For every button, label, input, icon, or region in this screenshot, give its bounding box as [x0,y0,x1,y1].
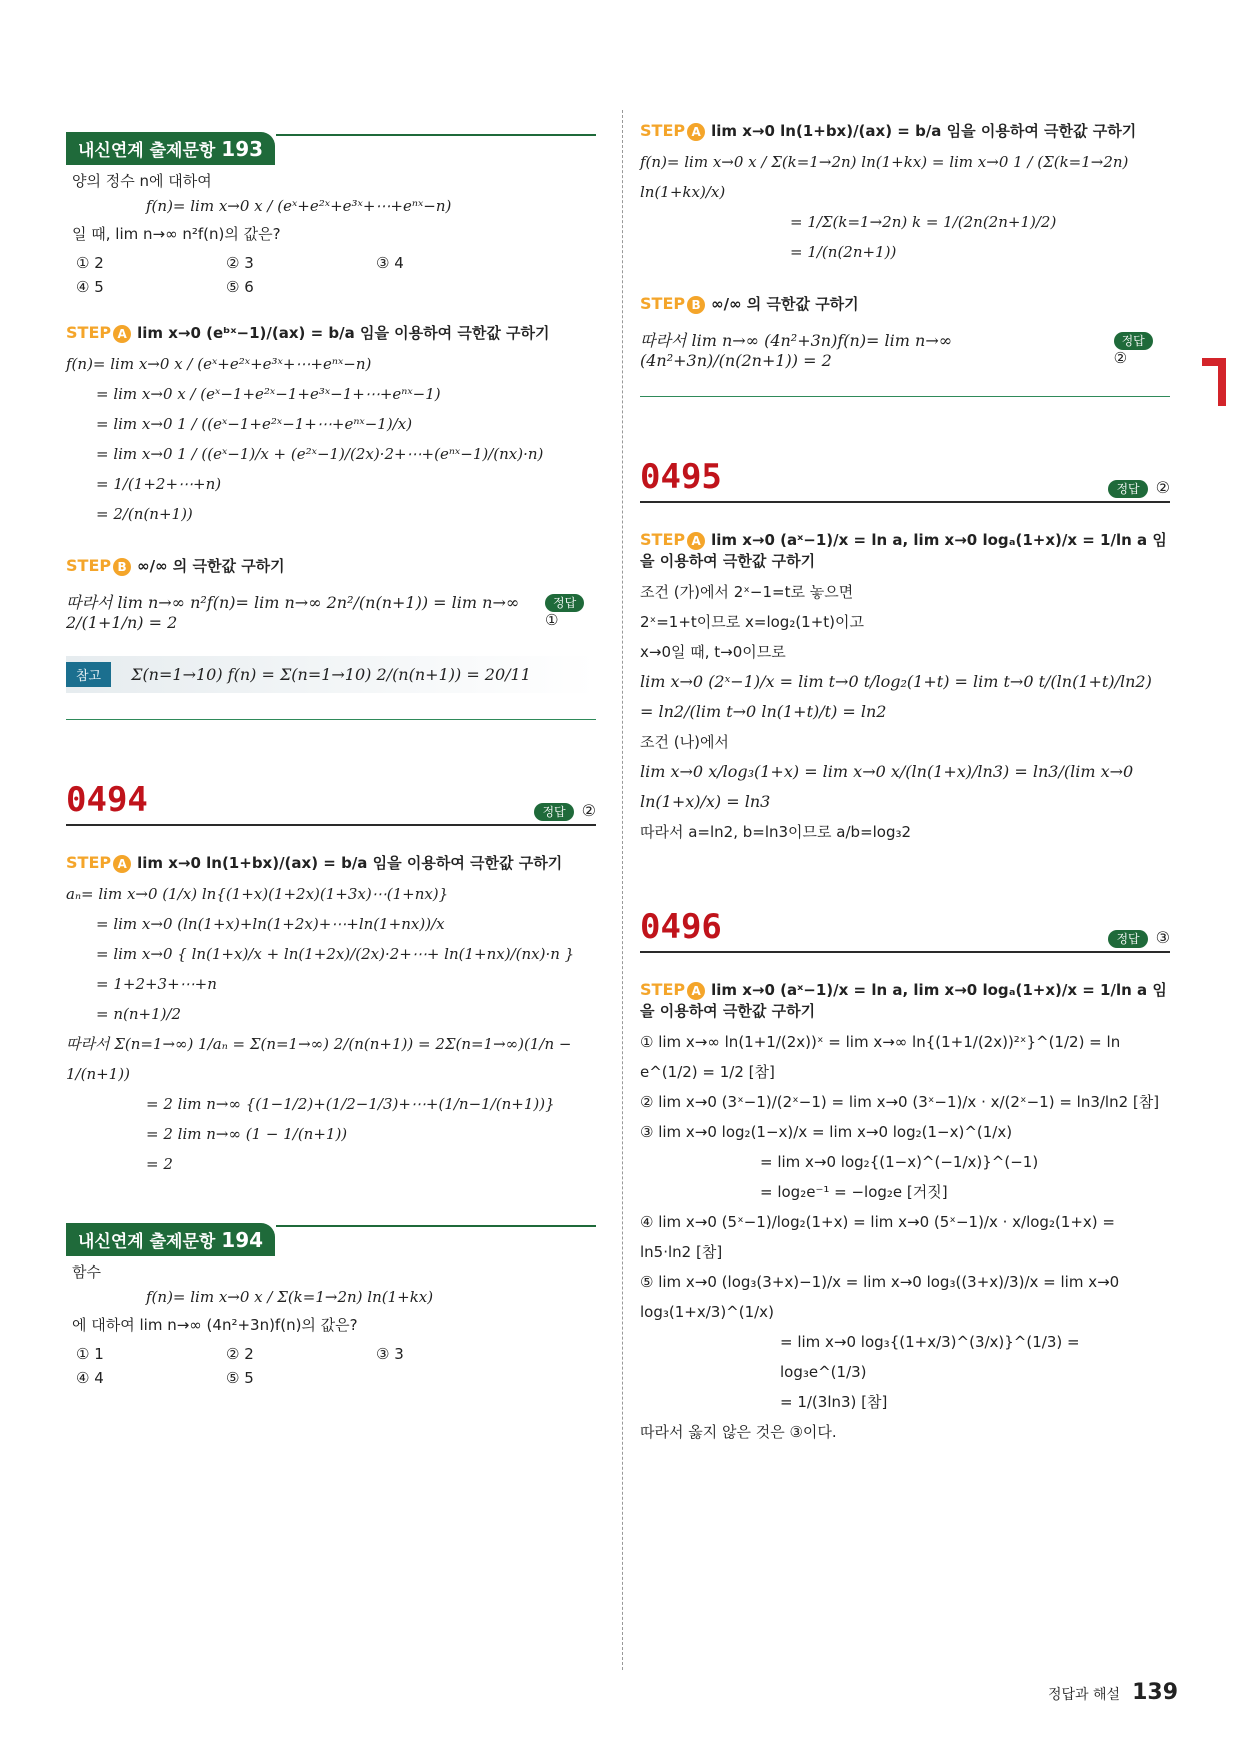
problem-number: 193 [221,137,264,161]
work-line: = n(n+1)/2 [96,1005,182,1023]
choice-1[interactable]: ① 2 [76,254,104,272]
answer-box [545,593,596,629]
choice-3[interactable]: ③ 4 [376,254,404,272]
work-line: = log₂e⁻¹ = −log₂e [거짓] [760,1183,948,1201]
work-line: = 2 lim n→∞ {(1−1/2)+(1/2−1/3)+⋯+(1/n−1/(n+1))} [146,1095,555,1113]
step-a-badge: A [687,123,705,141]
problem-0496-header [640,907,1170,953]
left-column [66,110,596,1387]
step-label: STEP [640,980,686,999]
work-line: ③ lim x→0 log₂(1−x)/x = lim x→0 log₂(1−x)^(1/x) [640,1123,1013,1141]
step-a-text: lim x→0 ln(1+bx)/(ax) = b/a 임을 이용하여 극한값 구하기 [137,854,563,872]
step-label: STEP [66,323,112,342]
step-a-text: lim x→0 (aˣ−1)/x = ln a, lim x→0 logₐ(1+x)/x = 1/ln a 임을 이용하여 극한값 구하기 [640,981,1167,1020]
work-line: 따라서 Σ(n=1→∞) 1/aₙ = Σ(n=1→∞) 2/(n(n+1)) = 2Σ(n=1→∞)(1/n − 1/(n+1)) [66,1035,572,1083]
work-line: ② lim x→0 (3ˣ−1)/(2ˣ−1) = lim x→0 (3ˣ−1)/x · x/(2ˣ−1) = ln3/ln2 [참] [640,1093,1160,1111]
work-line: 2ˣ=1+t이므로 x=log₂(1+t)이고 [640,613,865,631]
work-line: aₙ= lim x→0 (1/x) ln{(1+x)(1+2x)(1+3x)⋯(1+nx)} [66,885,449,903]
problem-number: 0494 [66,780,148,820]
choice-3[interactable]: ③ 3 [376,1345,404,1363]
work-line: 따라서 옳지 않은 것은 ③이다. [640,1423,837,1441]
work-line: = 1/(3ln3) [참] [780,1393,888,1411]
solution-0496-work [640,1027,1170,1447]
answer-pill: 정답 [1114,332,1153,350]
header-rule [276,134,596,136]
section-separator [66,719,596,720]
step-a-0496 [640,979,1170,1021]
problem-194-header [66,1219,596,1253]
answer-box [1108,928,1170,947]
work-line: = 1/(1+2+⋯+n) [96,475,222,493]
problem-194-choices [76,1345,596,1387]
step-a-badge: A [113,855,131,873]
reference-note [66,656,596,693]
step-label: STEP [640,294,686,313]
answer-box [1114,331,1170,367]
work-line: 조건 (나)에서 [640,733,729,751]
step-b-badge: B [687,296,705,314]
work-line: lim x→0 x/log₃(1+x) = lim x→0 x/(ln(1+x)/ln3) = ln3/(lim x→0 ln(1+x)/x) = ln3 [640,762,1134,811]
choice-4[interactable]: ④ 4 [76,1369,104,1387]
problem-193-header [66,128,596,162]
work-line: = lim x→0 log₂{(1−x)^(−1/x)}^(−1) [760,1153,1039,1171]
work-line: lim x→0 (2ˣ−1)/x = lim t→0 t/log₂(1+t) = lim t→0 t/(ln(1+t)/ln2) = ln2/(lim t→0 ln(1+t)/t) = ln2 [640,672,1152,721]
answer-box [534,801,596,820]
work-line: = lim x→0 1 / ((eˣ−1+e²ˣ−1+⋯+eⁿˣ−1)/x) [96,415,413,433]
work-line: = lim x→0 1 / ((eˣ−1)/x + (e²ˣ−1)/(2x)·2+⋯+(eⁿˣ−1)/(nx)·n) [96,445,544,463]
step-a-text: lim x→0 ln(1+bx)/(ax) = b/a 임을 이용하여 극한값 구하기 [711,122,1137,140]
header-rule [276,1225,596,1227]
answer-pill: 정답 [1108,480,1147,498]
final-line: 따라서 lim n→∞ n²f(n)= lim n→∞ 2n²/(n(n+1)) = lim n→∞ 2/(1+1/n) = 2 [66,593,520,632]
step-a-0495 [640,529,1170,571]
choice-2[interactable]: ② 3 [226,254,254,272]
column-divider [622,110,623,1670]
problem-number: 194 [221,1228,264,1252]
problem-number: 0496 [640,907,722,947]
solution-193-final [66,590,596,632]
work-line: = 1/Σ(k=1→2n) k = 1/(2n(2n+1)/2) [790,213,1057,231]
choice-1[interactable]: ① 1 [76,1345,104,1363]
page-number: 139 [1132,1680,1179,1705]
step-b-badge: B [113,558,131,576]
reference-text: Σ(n=1→10) f(n) = Σ(n=1→10) 2/(n(n+1)) = 20/11 [131,665,531,684]
step-a-text: lim x→0 (aˣ−1)/x = ln a, lim x→0 logₐ(1+x)/x = 1/ln a 임을 이용하여 극한값 구하기 [640,531,1167,570]
tag-label: 내신연계 출제문항 [78,1232,216,1252]
right-column [640,110,1170,1447]
page-footer [1048,1680,1178,1705]
choice-4[interactable]: ④ 5 [76,278,104,296]
final-line: 따라서 lim n→∞ (4n²+3n)f(n)= lim n→∞ (4n²+3n)/(n(2n+1)) = 2 [640,331,953,370]
footer-label: 정답과 해설 [1048,1687,1121,1703]
work-line: = lim x→0 { ln(1+x)/x + ln(1+2x)/(2x)·2+⋯+ ln(1+nx)/(nx)·n } [96,945,575,963]
tag-label: 내신연계 출제문항 [78,141,216,161]
step-a-badge: A [687,982,705,1000]
work-line: ④ lim x→0 (5ˣ−1)/log₂(1+x) = lim x→0 (5ˣ−1)/x · x/log₂(1+x) = ln5·ln2 [참] [640,1213,1115,1261]
answer-pill: 정답 [534,803,573,821]
answer-value: ① [545,611,559,629]
step-b-193 [66,555,596,576]
problem-193-question: 일 때, lim n→∞ n²f(n)의 값은? [72,225,281,243]
problem-194-expression: f(n)= lim x→0 x / Σ(k=1→2n) ln(1+kx) [146,1288,434,1306]
work-line: ⑤ lim x→0 (log₃(3+x)−1)/x = lim x→0 log₃((3+x)/3)/x = lim x→0 log₃(1+x/3)^(1/x) [640,1273,1120,1321]
answer-value: ③ [1155,928,1170,947]
work-line: ① lim x→∞ ln(1+1/(2x))ˣ = lim x→∞ ln{(1+1/(2x))²ˣ}^(1/2) = ln e^(1/2) = 1/2 [참] [640,1033,1121,1081]
problem-193-choices [76,254,596,296]
answer-box [1108,478,1170,497]
work-line: = 2/(n(n+1)) [96,505,193,523]
choice-2[interactable]: ② 2 [226,1345,254,1363]
solution-194-final [640,328,1170,370]
answer-value: ② [1113,349,1128,367]
work-line: = 1+2+3+⋯+n [96,975,217,993]
step-label: STEP [66,556,112,575]
choice-5[interactable]: ⑤ 5 [226,1369,254,1387]
answer-pill: 정답 [545,594,584,612]
work-line: 조건 (가)에서 2ˣ−1=t로 놓으면 [640,583,854,601]
step-b-194 [640,293,1170,314]
work-line: 따라서 a=ln2, b=ln3이므로 a/b=log₃2 [640,823,912,841]
reference-label: 참고 [66,662,111,687]
section-separator [640,396,1170,397]
step-a-194 [640,120,1170,141]
step-a-badge: A [687,532,705,550]
solution-194-work [640,147,1170,267]
step-label: STEP [640,530,686,549]
answer-value: ② [1155,478,1170,497]
solution-193-work [66,349,596,529]
work-line: = 1/(n(2n+1)) [790,243,897,261]
problem-0494-header [66,780,596,826]
work-line: = 2 [146,1155,173,1173]
step-a-text: lim x→0 (eᵇˣ−1)/(ax) = b/a 임을 이용하여 극한값 구하기 [137,324,550,342]
step-b-text: ∞/∞ 의 극한값 구하기 [137,557,285,575]
problem-tag [66,132,275,165]
problem-194-intro: 함수 [72,1263,101,1281]
answer-value: ② [581,801,596,820]
problem-193-expression: f(n)= lim x→0 x / (eˣ+e²ˣ+e³ˣ+⋯+eⁿˣ−n) [146,197,452,215]
answer-pill: 정답 [1108,930,1147,948]
step-a-0494 [66,852,596,873]
work-line: f(n)= lim x→0 x / Σ(k=1→2n) ln(1+kx) = lim x→0 1 / (Σ(k=1→2n) ln(1+kx)/x) [640,153,1129,201]
step-b-text: ∞/∞ 의 극한값 구하기 [711,295,859,313]
work-line: f(n)= lim x→0 x / (eˣ+e²ˣ+e³ˣ+⋯+eⁿˣ−n) [66,355,372,373]
problem-0495-header [640,457,1170,503]
work-line: = lim x→0 (ln(1+x)+ln(1+2x)+⋯+ln(1+nx))/x [96,915,445,933]
step-label: STEP [66,853,112,872]
work-line: x→0일 때, t→0이므로 [640,643,786,661]
choice-5[interactable]: ⑤ 6 [226,278,254,296]
solution-0495-work [640,577,1170,847]
work-line: = lim x→0 x / (eˣ−1+e²ˣ−1+e³ˣ−1+⋯+eⁿˣ−1) [96,385,441,403]
problem-193-intro: 양의 정수 n에 대하여 [72,172,212,190]
step-a-badge: A [113,325,131,343]
chapter-thumb-tab-top [1202,358,1226,366]
work-line: = lim x→0 log₃{(1+x/3)^(3/x)}^(1/3) = log₃e^(1/3) [780,1333,1080,1381]
problem-194-question: 에 대하여 lim n→∞ (4n²+3n)f(n)의 값은? [72,1316,358,1334]
step-a-193 [66,322,596,343]
solution-0494-work [66,879,596,1179]
step-label: STEP [640,121,686,140]
work-line: = 2 lim n→∞ (1 − 1/(n+1)) [146,1125,348,1143]
problem-number: 0495 [640,457,722,497]
problem-tag [66,1223,275,1256]
